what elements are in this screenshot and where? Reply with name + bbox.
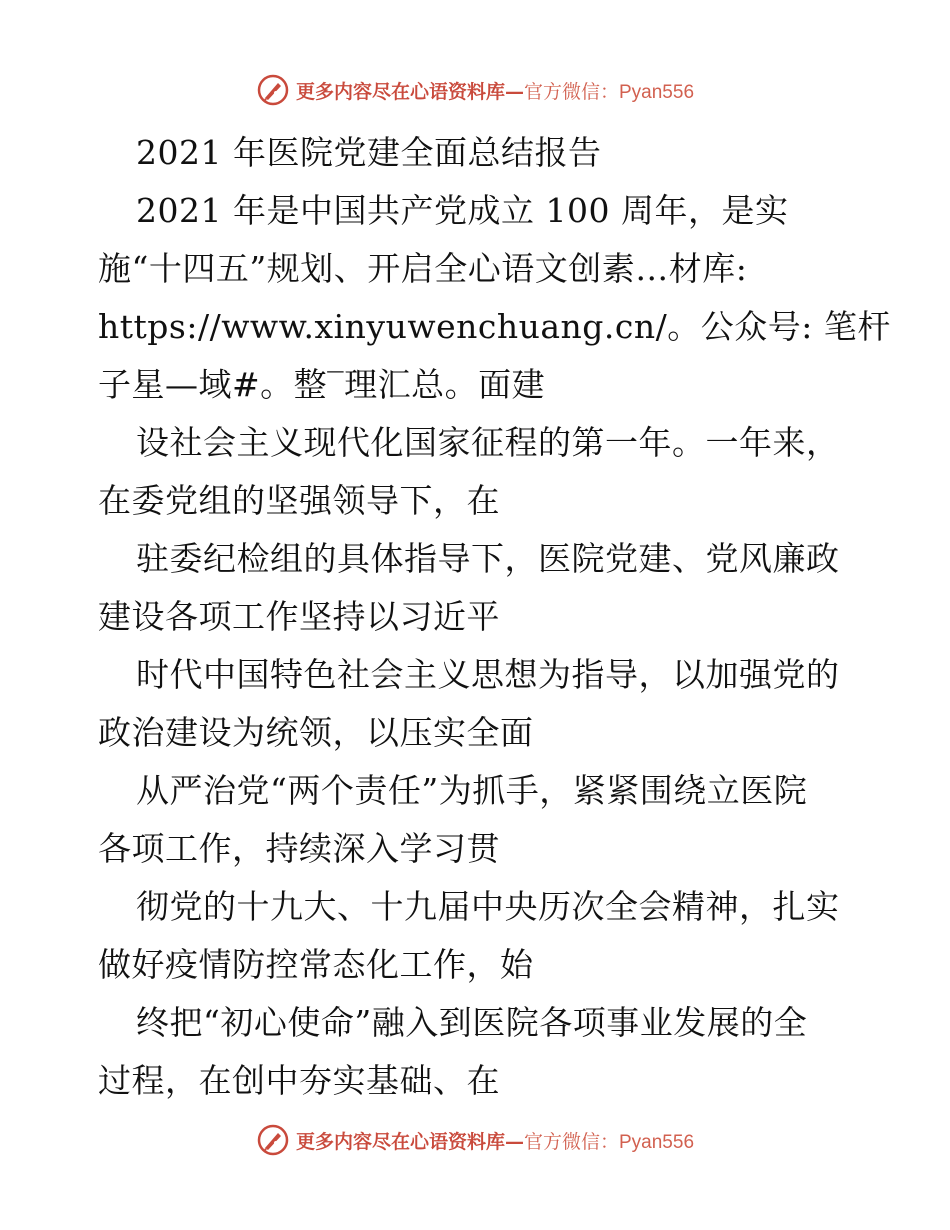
- footer-banner-title: 更多内容尽在心语资料库: [295, 1130, 505, 1153]
- document-body: [98, 124, 891, 1110]
- paragraph-line: 子星—域#。整‾理汇总。面建: [98, 365, 546, 404]
- paragraph-line: 终把“初心使命”融入到医院各项事业发展的全: [136, 1003, 808, 1042]
- paragraph-line: 各项工作，持续深入学习贯: [98, 829, 500, 868]
- paragraph-line: 设社会主义现代化国家征程的第一年。一年来，: [136, 423, 840, 462]
- header-banner-title: 更多内容尽在心语资料库: [295, 80, 505, 103]
- header-banner-separator: —: [505, 80, 524, 103]
- pen-logo-icon: [256, 1123, 290, 1157]
- paragraph-line: 在委党组的坚强领导下，在: [98, 481, 500, 520]
- paragraph-line: https://www.xinyuwenchuang.cn/。公众号: 笔杆: [98, 307, 891, 346]
- paragraph-line: 彻党的十九大、十九届中央历次全会精神，扎实: [136, 887, 840, 926]
- footer-banner-separator: —: [505, 1130, 524, 1153]
- paragraph-line: 时代中国特色社会主义思想为指导，以加强党的: [136, 655, 840, 694]
- paragraph-line: 从严治党“两个责任”为抓手，紧紧围绕立医院: [136, 771, 808, 810]
- header-banner[interactable]: [0, 68, 950, 112]
- paragraph-line: 政治建设为统领，以压实全面: [98, 713, 534, 752]
- document-title: 2021 年医院党建全面总结报告: [136, 133, 602, 172]
- paragraph-line: 施“十四五”规划、开启全心语文创素…材库:: [98, 249, 748, 288]
- paragraph-line: 过程，在创中夯实基础、在: [98, 1061, 500, 1100]
- footer-banner[interactable]: [0, 1118, 950, 1162]
- header-banner-text: [296, 77, 694, 104]
- footer-banner-contact: 官方微信：Pyan556: [524, 1131, 695, 1153]
- header-banner-contact: 官方微信：Pyan556: [524, 81, 695, 103]
- paragraph-line: 驻委纪检组的具体指导下，医院党建、党风廉政: [136, 539, 840, 578]
- footer-banner-text: [296, 1127, 694, 1154]
- pen-logo-icon: [256, 73, 290, 107]
- paragraph-line: 建设各项工作坚持以习近平: [98, 597, 500, 636]
- paragraph-line: 2021 年是中国共产党成立 100 周年，是实: [136, 191, 789, 230]
- paragraph-line: 做好疫情防控常态化工作，始: [98, 945, 534, 984]
